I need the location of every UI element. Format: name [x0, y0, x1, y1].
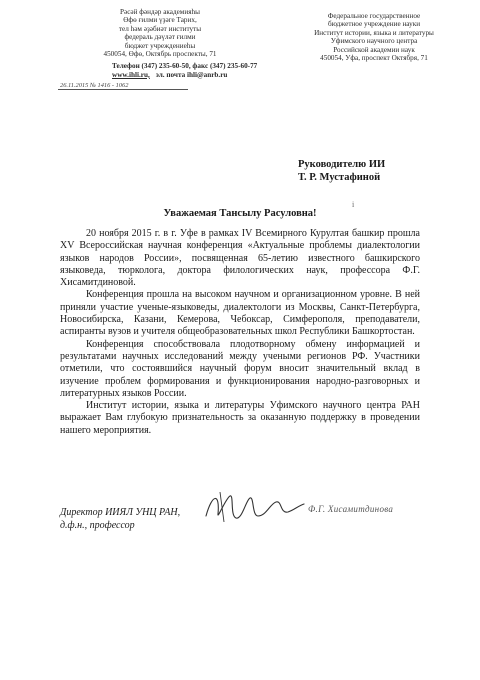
signatory-name: Ф.Г. Хисамитдинова — [308, 504, 394, 514]
body-paragraph: Конференция способствовала плодотворному обмену информацией и результатами научных исследований между учеными регионов РФ. Участники отметили, что состоявшийся научный форум вносит значительный вклад в изучение проблем формирования и функционирования народно-разговорных и литературных языков России. — [60, 338, 420, 399]
letterhead-right — [286, 12, 462, 62]
email-link[interactable]: эл. почта ihli@anrb.ru — [155, 70, 228, 79]
letterhead-right-line: Федеральное государственное — [327, 12, 421, 20]
letterhead-right-line: Институт истории, языка и литературы — [314, 28, 434, 37]
recipient-title: Руководителю ИИ — [298, 159, 386, 170]
body-paragraph: Конференция прошла на высоком научном и организационном уровне. В ней приняли участие ученые-языковеды, диалектологи из Москвы, Санкт-Петербурга, Новосибирска, Казани, Кемерова, Чебоксар, Симферополя, преподаватели, аспиранты вузов и учителя общеобразовательных школ Республики Башкортостан. — [60, 289, 420, 338]
signature-position — [60, 506, 180, 532]
registration-number: 26.11.2015 № 1416 - 1062 — [60, 82, 129, 89]
letter-body — [60, 228, 420, 437]
letterhead-contacts — [112, 62, 382, 79]
signature-position-line2: д.ф.н., профессор — [60, 520, 135, 531]
letterhead-left-line: федераль дәүләт ғилми — [124, 33, 196, 42]
letterhead-right-line: Российской академии наук — [333, 45, 415, 54]
registration-rule — [58, 89, 188, 90]
letterhead-right-line: 450054, Уфа, проспект Октября, 71 — [320, 54, 428, 63]
recipient-name: Т. Р. Мустафиной — [298, 172, 381, 183]
handwritten-signature-icon — [200, 486, 310, 526]
letterhead-right-line: Уфимского научного центра — [330, 37, 418, 46]
phone-fax: Телефон (347) 235-60-50, факс (347) 235-60-77 — [112, 62, 258, 70]
letterhead-left-line: Өфө ғилми үҙәге Тарих, — [123, 16, 197, 25]
letterhead-left — [80, 8, 240, 58]
letterhead-left-line: бюджет учреждениеһы — [124, 41, 196, 50]
signature-position-line1: Директор ИИЯЛ УНЦ РАН, — [60, 507, 181, 518]
body-paragraph: Институт истории, языка и литературы Уфимского научного центра РАН выражает Вам глубокую признательность за оказанную поддержку в проведении нашего мероприятия. — [60, 400, 420, 436]
website-link[interactable]: www.ihli.ru, — [112, 70, 150, 79]
letterhead-left-line: Рәсәй фәндәр академияһы — [120, 8, 200, 16]
letterhead-right-line: бюджетное учреждение науки — [327, 20, 421, 29]
body-paragraph: 20 ноября 2015 г. в г. Уфе в рамках IV Всемирного Курултая башкир прошла XV Всероссийская научная конференция «Актуальные проблемы диалектологии языков народов России», посвященная 65-летию известного башкирского языковеда, тюрколога, доктора филологических наук, профессора Ф.Г. Хисамитдиновой. — [60, 228, 420, 289]
letterhead-left-line: 450054, Өфө, Октябрь проспекты, 71 — [103, 50, 217, 59]
salutation: Уважаемая Тансылу Расуловна! — [163, 208, 317, 219]
recipient-block — [298, 158, 385, 184]
margin-mark: і — [352, 200, 355, 209]
letterhead-left-line: тел һәм әҙәбиәт институты — [118, 24, 202, 33]
